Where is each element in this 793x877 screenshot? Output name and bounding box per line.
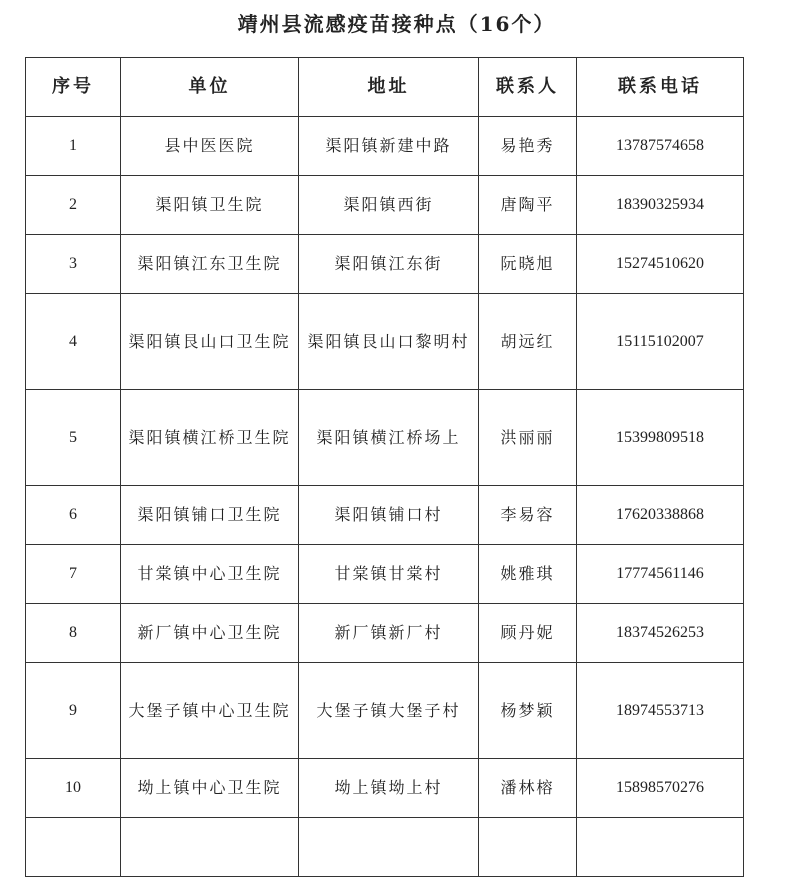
cell-address: 渠阳镇新建中路 <box>299 117 479 176</box>
cell-phone: 15274510620 <box>577 235 744 294</box>
cell-no: 8 <box>26 604 121 663</box>
header-contact: 联系人 <box>479 58 577 117</box>
table-row <box>26 545 744 604</box>
cell-unit: 新厂镇中心卫生院 <box>121 604 299 663</box>
cell-unit: 渠阳镇横江桥卫生院 <box>121 390 299 486</box>
cell-no: 4 <box>26 294 121 390</box>
cell-no: 3 <box>26 235 121 294</box>
cell-no: 1 <box>26 117 121 176</box>
cell-address: 渠阳镇铺口村 <box>299 486 479 545</box>
cell-phone: 18390325934 <box>577 176 744 235</box>
cell-no: 5 <box>26 390 121 486</box>
cell-address: 新厂镇新厂村 <box>299 604 479 663</box>
cell-contact: 潘林榕 <box>479 759 577 818</box>
table-row <box>26 294 744 390</box>
cell-address: 渠阳镇艮山口黎明村 <box>299 294 479 390</box>
cell-contact: 李易容 <box>479 486 577 545</box>
cell-address: 坳上镇坳上村 <box>299 759 479 818</box>
header-unit: 单位 <box>121 58 299 117</box>
cell-contact: 顾丹妮 <box>479 604 577 663</box>
cell-phone: 18374526253 <box>577 604 744 663</box>
cell-phone: 15399809518 <box>577 390 744 486</box>
cell-address: 渠阳镇横江桥场上 <box>299 390 479 486</box>
cell-contact: 洪丽丽 <box>479 390 577 486</box>
cell-address: 甘棠镇甘棠村 <box>299 545 479 604</box>
table-row-partial <box>26 818 744 877</box>
cell-phone: 15898570276 <box>577 759 744 818</box>
table-row <box>26 486 744 545</box>
cell-no: 6 <box>26 486 121 545</box>
cell-contact: 胡远红 <box>479 294 577 390</box>
cell-unit: 大堡子镇中心卫生院 <box>121 663 299 759</box>
cell-unit: 渠阳镇艮山口卫生院 <box>121 294 299 390</box>
table-row <box>26 235 744 294</box>
cell-address: 渠阳镇西街 <box>299 176 479 235</box>
header-phone: 联系电话 <box>577 58 744 117</box>
cell-contact: 唐陶平 <box>479 176 577 235</box>
page-title: 靖州县流感疫苗接种点（16个） <box>237 12 556 36</box>
table-row <box>26 176 744 235</box>
cell-no: 10 <box>26 759 121 818</box>
cell-phone: 17774561146 <box>577 545 744 604</box>
cell-unit: 渠阳镇江东卫生院 <box>121 235 299 294</box>
cell-contact: 姚雅琪 <box>479 545 577 604</box>
cell-contact: 杨梦颖 <box>479 663 577 759</box>
cell-phone: 13787574658 <box>577 117 744 176</box>
cell-phone: 18974553713 <box>577 663 744 759</box>
table-row <box>26 663 744 759</box>
cell-unit: 县中医医院 <box>121 117 299 176</box>
cell-unit: 渠阳镇卫生院 <box>121 176 299 235</box>
cell-address: 渠阳镇江东街 <box>299 235 479 294</box>
header-address: 地址 <box>299 58 479 117</box>
table-row <box>26 390 744 486</box>
table-row <box>26 759 744 818</box>
cell-phone: 15115102007 <box>577 294 744 390</box>
cell-contact: 易艳秀 <box>479 117 577 176</box>
cell-no: 2 <box>26 176 121 235</box>
vaccination-sites-table <box>25 57 744 877</box>
table-row <box>26 117 744 176</box>
cell-no: 7 <box>26 545 121 604</box>
cell-address: 大堡子镇大堡子村 <box>299 663 479 759</box>
table-row <box>26 604 744 663</box>
cell-phone: 17620338868 <box>577 486 744 545</box>
cell-no: 9 <box>26 663 121 759</box>
header-no: 序号 <box>26 58 121 117</box>
table-header-row <box>26 58 744 117</box>
cell-contact: 阮晓旭 <box>479 235 577 294</box>
cell-unit: 坳上镇中心卫生院 <box>121 759 299 818</box>
cell-unit: 渠阳镇铺口卫生院 <box>121 486 299 545</box>
cell-unit: 甘棠镇中心卫生院 <box>121 545 299 604</box>
